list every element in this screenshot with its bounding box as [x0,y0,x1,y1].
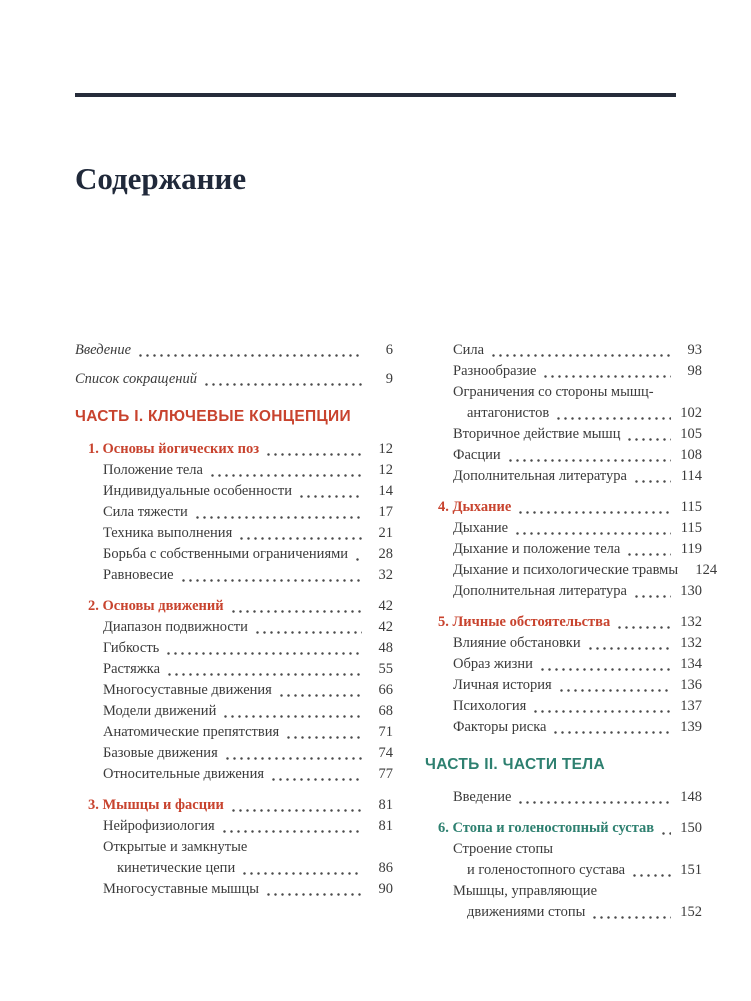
dot-leader [265,453,362,456]
toc-entry [75,406,393,427]
entry-label: Дыхание [453,520,509,536]
page-number: 114 [680,468,702,484]
entry-label: Модели движений [103,703,217,719]
toc-entry [425,361,702,382]
dot-leader [626,553,671,556]
dot-leader [517,511,671,514]
entry-label: движениями стопы [467,904,586,920]
toc-entry [75,701,393,722]
page-number: 151 [680,862,702,878]
toc-entry [425,340,702,361]
entry-label: Борьба с собственными ограничениями [103,546,349,562]
toc-entry [75,369,393,390]
page-number: 108 [680,447,702,463]
entry-label: 1. Основы йогических поз [88,441,260,457]
toc-entry [425,445,702,466]
entry-label: ЧАСТЬ II. ЧАСТИ ТЕЛА [425,756,605,773]
dot-leader [507,459,671,462]
toc-entry [425,466,702,487]
toc-entry [425,860,702,881]
page-number: 136 [680,677,702,693]
toc-entry [425,717,702,738]
dot-leader [587,647,671,650]
entry-label: Мышцы, управляющие [453,883,598,899]
dot-leader [660,832,671,835]
toc-entry [75,837,393,858]
toc-entry [425,581,702,602]
entry-label: Фасции [453,447,501,463]
entry-label: и голеностопного сустава [467,862,626,878]
toc-entry [425,818,702,839]
entry-label: 6. Стопа и голеностопный сустав [438,820,655,836]
page-number: 77 [378,766,393,782]
toc-entry [425,382,702,403]
entry-label: Образ жизни [453,656,533,672]
toc-entry [425,560,718,581]
toc-column-right [425,340,718,923]
toc-entry [75,680,393,701]
toc-entry [75,638,393,659]
entry-label: 4. Дыхание [438,499,512,515]
dot-leader [203,383,362,386]
dot-leader [230,610,362,613]
entry-label: антагонистов [467,405,550,421]
page-number: 66 [378,682,393,698]
page-number: 32 [378,567,393,583]
dot-leader [490,354,671,357]
entry-label: Вторичное действие мышц [453,426,621,442]
toc-entry [425,787,702,808]
page-number: 81 [378,818,393,834]
entry-label: Нейрофизиология [103,818,215,834]
page-title: Содержание [75,161,247,196]
dot-leader [270,778,362,781]
toc-entry [75,795,393,816]
entry-label: Техника выполнения [103,525,233,541]
dot-leader [241,872,362,875]
toc-entry [425,675,702,696]
entry-label: 2. Основы движений [88,598,224,614]
entry-label: Ограничения со стороны мышц- [453,384,654,400]
entry-label: Анатомические препятствия [103,724,280,740]
page-number: 14 [378,483,393,499]
entry-label: Дополнительная литература [453,468,627,484]
page-number: 152 [680,904,702,920]
toc-entry [75,439,393,460]
dot-leader [532,710,671,713]
page-number: 71 [378,724,393,740]
dot-leader [209,474,362,477]
dot-leader [633,480,671,483]
dot-leader [633,595,671,598]
entry-label: ЧАСТЬ I. КЛЮЧЕВЫЕ КОНЦЕПЦИИ [75,408,351,425]
entry-label: Индивидуальные особенности [103,483,292,499]
page-number: 134 [680,656,702,672]
page-number: 150 [680,820,702,836]
entry-label: кинетические цепи [117,860,236,876]
toc-entry [75,502,393,523]
toc-columns [75,340,718,923]
dot-leader [616,626,671,629]
page-number: 98 [687,363,702,379]
page-number: 119 [680,541,702,557]
entry-label: Список сокращений [75,371,197,387]
page-number: 42 [378,598,393,614]
dot-leader [285,736,362,739]
entry-label: Диапазон подвижности [103,619,248,635]
entry-label: Дыхание и психологические травмы [453,562,679,578]
entry-label: Введение [75,342,132,358]
toc-entry [425,881,702,902]
page-number: 105 [680,426,702,442]
entry-label: 5. Личные обстоятельства [438,614,611,630]
dot-leader [221,830,362,833]
toc-entry [75,544,393,565]
dot-leader [194,516,362,519]
toc-entry [75,743,393,764]
toc-entry [75,596,393,617]
toc-entry [425,754,702,775]
dot-leader [558,689,671,692]
entry-label: Относительные движения [103,766,264,782]
entry-label: Факторы риска [453,719,547,735]
toc-entry [75,764,393,785]
toc-entry [425,839,702,860]
dot-leader [278,694,362,697]
entry-label: Открытые и замкнутые [103,839,248,855]
toc-column-left [75,340,393,923]
page-number: 102 [680,405,702,421]
dot-leader [166,673,362,676]
entry-label: Гибкость [103,640,160,656]
page-number: 139 [680,719,702,735]
toc-entry [75,565,393,586]
toc-entry [75,879,393,900]
page-number: 74 [378,745,393,761]
page-number: 28 [378,546,393,562]
entry-label: Разнообразие [453,363,537,379]
entry-label: Сила [453,342,485,358]
entry-label: Базовые движения [103,745,218,761]
page-number: 55 [378,661,393,677]
dot-leader [539,668,671,671]
dot-leader [542,375,671,378]
page-number: 86 [378,860,393,876]
toc-entry [425,696,702,717]
page-number: 90 [378,881,393,897]
dot-leader [165,652,362,655]
entry-label: Строение стопы [453,841,554,857]
dot-leader [222,715,362,718]
page-number: 115 [680,520,702,536]
page-number: 48 [378,640,393,656]
toc-entry [425,654,702,675]
page-number: 137 [680,698,702,714]
toc-entry [75,858,393,879]
dot-leader [517,801,671,804]
toc-entry [75,617,393,638]
entry-label: Дополнительная литература [453,583,627,599]
dot-leader [298,495,362,498]
entry-label: Равновесие [103,567,174,583]
header-rule [75,93,676,97]
entry-label: Многосуставные мышцы [103,881,259,897]
page-number: 115 [680,499,702,515]
page-number: 42 [378,619,393,635]
dot-leader [684,574,686,577]
dot-leader [265,893,362,896]
entry-label: Введение [453,789,512,805]
dot-leader [254,631,362,634]
entry-label: Многосуставные движения [103,682,272,698]
entry-label: 3. Мышцы и фасции [88,797,224,813]
page-number: 130 [680,583,702,599]
toc-entry [75,816,393,837]
dot-leader [514,532,671,535]
dot-leader [224,757,362,760]
page-number: 124 [695,562,718,578]
toc-entry [425,518,702,539]
page-number: 68 [378,703,393,719]
toc-entry [75,460,393,481]
entry-label: Дыхание и положение тела [453,541,621,557]
entry-label: Положение тела [103,462,203,478]
dot-leader [238,537,362,540]
entry-label: Сила тяжести [103,504,188,520]
toc-entry [425,403,702,424]
entry-label: Личная история [453,677,552,693]
page-number: 17 [378,504,393,520]
toc-entry [425,424,702,445]
toc-entry [75,481,393,502]
toc-entry [75,523,393,544]
page-number: 6 [385,342,393,358]
entry-label: Растяжка [103,661,161,677]
toc-entry [425,539,702,560]
dot-leader [180,579,362,582]
page-number: 21 [378,525,393,541]
dot-leader [552,731,671,734]
page-number: 12 [378,441,393,457]
toc-entry [75,659,393,680]
page-number: 93 [687,342,702,358]
page-number: 148 [680,789,702,805]
dot-leader [230,809,362,812]
entry-label: Влияние обстановки [453,635,581,651]
page-number: 9 [385,371,393,387]
entry-label: Психология [453,698,527,714]
page-number: 12 [378,462,393,478]
toc-entry [425,497,702,518]
page-number: 132 [680,635,702,651]
toc-entry [75,722,393,743]
dot-leader [137,354,362,357]
toc-entry [425,612,702,633]
dot-leader [555,417,671,420]
dot-leader [354,558,362,561]
toc-entry [425,902,702,923]
page-number: 132 [680,614,702,630]
dot-leader [626,438,671,441]
dot-leader [631,874,671,877]
toc-entry [425,633,702,654]
dot-leader [591,916,671,919]
toc-entry [75,340,393,361]
page-number: 81 [378,797,393,813]
